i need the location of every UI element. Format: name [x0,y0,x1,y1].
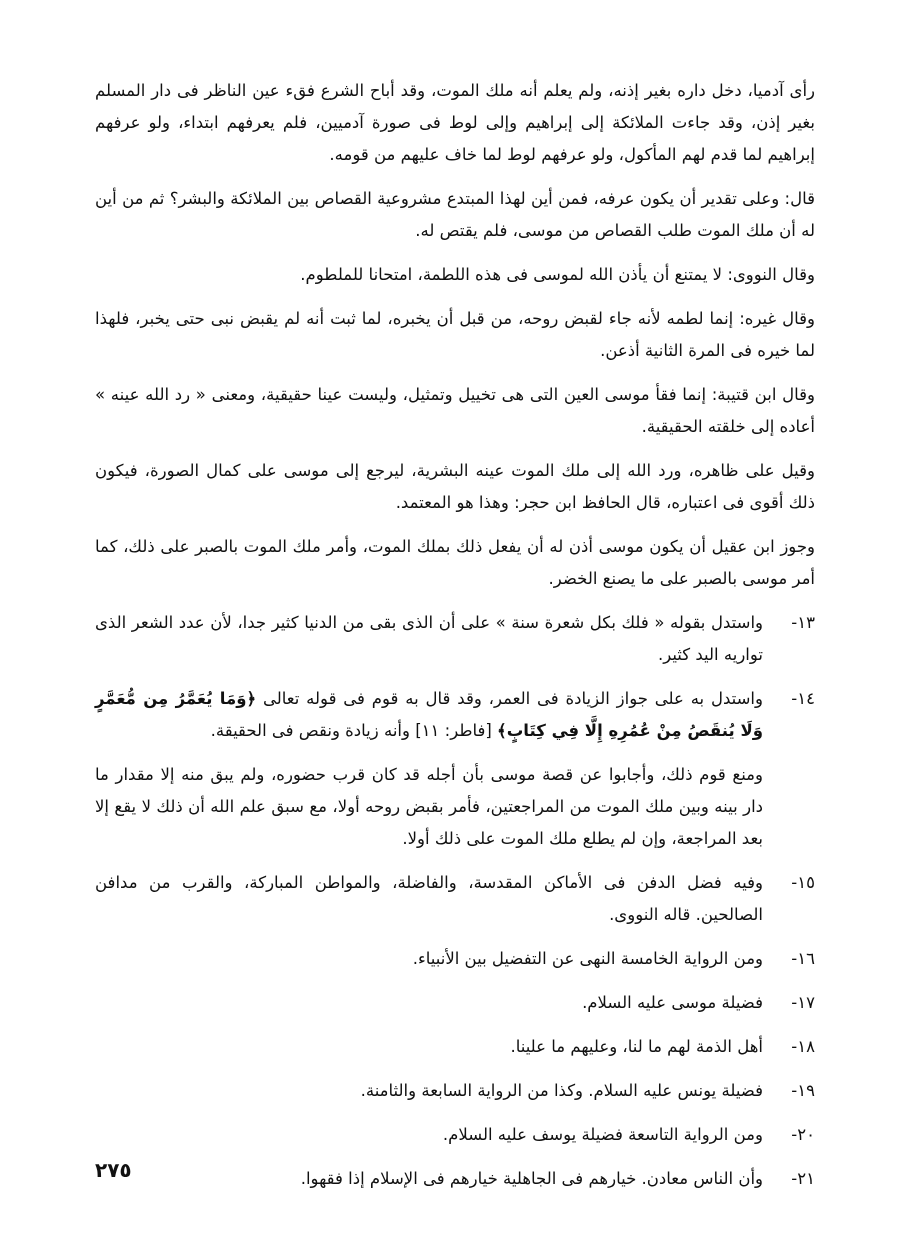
paragraph: وقيل على ظاهره، ورد الله إلى ملك الموت عينه البشرية، ليرجع إلى موسى على كمال الصورة، فيكون ذلك أقوى فى اعتباره، قال الحافظ ابن حجر: وهذا هو المعتمد. [95,461,815,512]
paragraph: وجوز ابن عقيل أن يكون موسى أذن له أن يفعل ذلك بملك الموت، وأمر ملك الموت بالصبر على ذلك، كما أمر موسى بالصبر على ما يصنع الخضر. [95,537,815,588]
list-item [95,987,815,1019]
item-number: ١٧- [791,993,815,1012]
paragraph: قال: وعلى تقدير أن يكون عرفه، فمن أين لهذا المبتدع مشروعية القصاص بين الملائكة والبشر؟ ثم من أين له أن ملك الموت طلب القصاص من موسى، فلم يقتص له. [95,189,815,240]
list-item [95,1119,815,1151]
item-text: وأن الناس معادن. خيارهم فى الجاهلية خيارهم فى الإسلام إذا فقهوا. [300,1169,763,1188]
item-text: واستدل بقوله « فلك بكل شعرة سنة » على أن الذى بقى من الدنيا كثير جدا، لأن عدد الشعر الذى تواريه اليد كثير. [95,613,763,664]
list-item [95,867,815,931]
item-text: أهل الذمة لهم ما لنا، وعليهم ما علينا. [510,1037,763,1056]
list-item [95,943,815,975]
page-number: ٢٧٥ [95,1158,132,1182]
item-number: ١٩- [791,1081,815,1100]
item-number: ١٣- [791,613,815,632]
paragraph: وقال النووى: لا يمتنع أن يأذن الله لموسى فى هذه اللطمة، امتحانا للملطوم. [300,265,815,284]
item-number: ٢٠- [791,1125,815,1144]
item-number: ١٤- [791,689,815,708]
quran-verse: ﴿وَمَا يُعَمَّرُ مِن مُّعَمَّرٍ وَلَا يُنقَصُ مِنْ عُمُرِهِ إِلَّا فِي كِتَابٍ﴾ [95,689,763,740]
item-text-before: واستدل به على جواز الزيادة فى العمر، وقد قال به قوم فى قوله تعالى [256,689,763,708]
paragraph: وقال غيره: إنما لطمه لأنه جاء لقبض روحه، من قبل أن يخبره، لما ثبت أنه لم يقبض نبى حتى يخبر، فلهذا لما خيره فى المرة الثانية أذعن. [95,309,815,360]
item-text-after: [فاطر: ١١] وأنه زيادة ونقص فى الحقيقة. [210,721,498,740]
item-number: ١٨- [791,1037,815,1056]
item-number: ١٦- [791,949,815,968]
item-text: فضيلة يونس عليه السلام. وكذا من الرواية السابعة والثامنة. [360,1081,763,1100]
item-text: وفيه فضل الدفن فى الأماكن المقدسة، والفاضلة، والمواطن المباركة، والقرب من مدافن الصالحين. قاله النووى. [95,873,763,924]
list-item [95,607,815,671]
paragraph: رأى آدميا، دخل داره بغير إذنه، ولم يعلم أنه ملك الموت، وقد أباح الشرع فقء عين الناظر فى دار المسلم بغير إذن، وقد جاءت الملائكة إلى إبراهيم وإلى لوط فى صورة آدميين، فلم يعرفهم ابتداء، ولو عرفهم إبراهيم لما قدم لهم المأكول، ولو عرفهم لوط لما خاف عليهم من قومه. [95,81,815,164]
item-number: ١٥- [791,873,815,892]
list-item [95,1075,815,1107]
list-item [95,683,815,747]
item-text: ومن الرواية الخامسة النهى عن التفضيل بين الأنبياء. [412,949,763,968]
item-number: ٢١- [791,1169,815,1188]
list-item [95,1031,815,1063]
item-text: ومن الرواية التاسعة فضيلة يوسف عليه السلام. [442,1125,763,1144]
paragraph: وقال ابن قتيبة: إنما فقأ موسى العين التى هى تخييل وتمثيل، وليست عينا حقيقية، ومعنى « رد الله عينه » أعاده إلى خلقته الحقيقية. [95,385,815,436]
item-text: فضيلة موسى عليه السلام. [582,993,763,1012]
page-body [95,75,815,1207]
list-item [95,1163,815,1195]
item-text [95,683,763,747]
paragraph: ومنع قوم ذلك، وأجابوا عن قصة موسى بأن أجله قد كان قرب حضوره، ولم يبق منه إلا مقدار ما دار بينه وبين ملك الموت من المراجعتين، فأمر بقبض روحه أولا، مع سبق علم الله أن ذلك لا يقع إلا بعد المراجعة، وإن لم يطلع ملك الموت على ذلك أولا. [95,765,763,848]
